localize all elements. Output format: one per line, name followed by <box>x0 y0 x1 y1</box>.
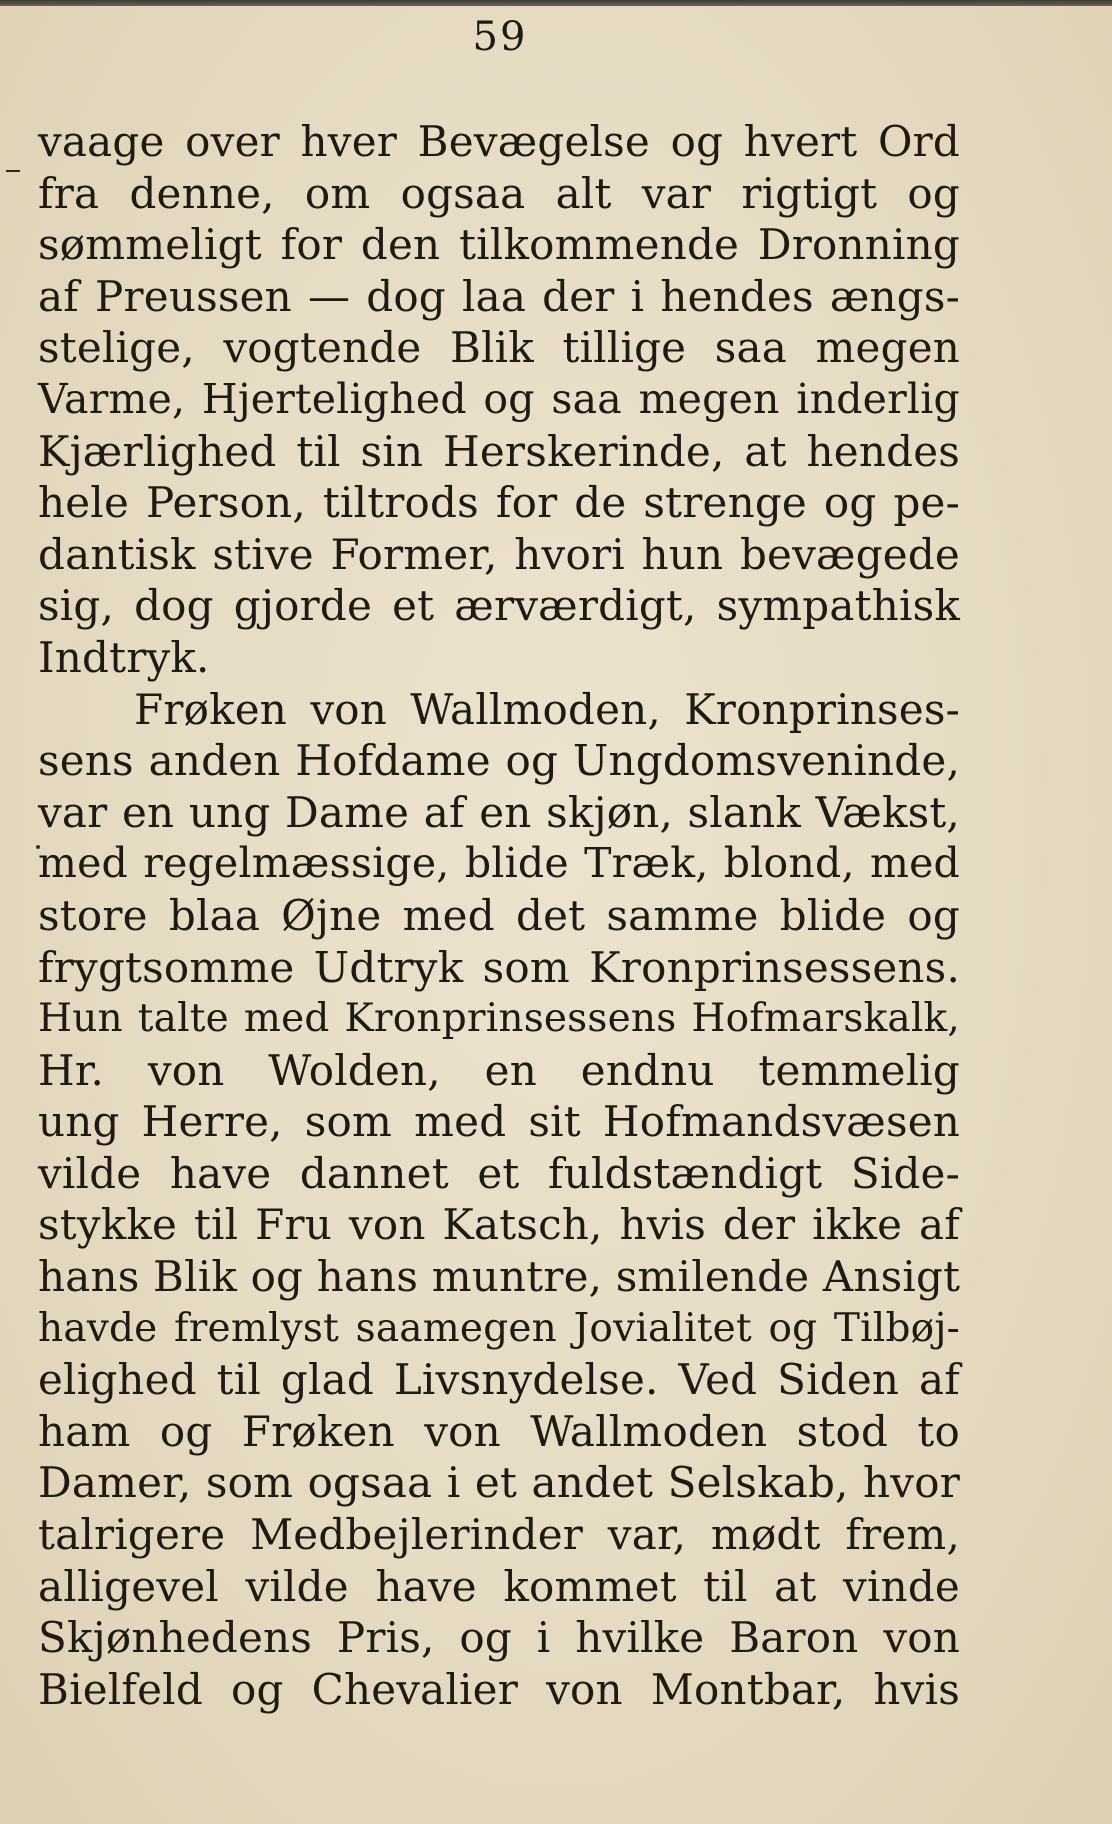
text-line: sømmeligt for den tilkommende Dronning <box>38 220 960 270</box>
text-line: alligevel vilde have kommet til at vinde <box>38 1561 960 1611</box>
text-line: elighed til glad Livsnydelse. Ved Siden af <box>38 1355 960 1405</box>
text-line: ham og Frøken von Wallmoden stod to <box>38 1406 960 1456</box>
body-text <box>38 116 960 1715</box>
text-line: af Preussen — dog laa der i hendes ængs- <box>38 271 960 321</box>
page-top-edge <box>0 0 1112 6</box>
text-line: fra denne, om ogsaa alt var rigtigt og <box>38 168 960 218</box>
text-line: stelige, vogtende Blik tillige saa megen <box>38 323 960 373</box>
text-line: Hr. von Wolden, en endnu temmelig <box>38 1045 960 1095</box>
text-line: vilde have dannet et fuldstændigt Side- <box>38 1148 960 1198</box>
text-line: Frøken von Wallmoden, Kronprinses- <box>134 684 960 734</box>
text-line: var en ung Dame af en skjøn, slank Vækst, <box>38 787 960 837</box>
text-line: frygtsomme Udtryk som Kronprinsessens. <box>38 942 960 992</box>
text-line: store blaa Øjne med det samme blide og <box>38 890 960 940</box>
text-line: hele Person, tiltrods for de strenge og pe- <box>38 478 960 528</box>
text-line: sig, dog gjorde et ærværdigt, sympathisk <box>38 581 960 631</box>
text-line: med regelmæssige, blide Træk, blond, med <box>38 839 960 888</box>
text-line: ung Herre, som med sit Hofmandsvæsen <box>38 1097 960 1147</box>
text-line: stykke til Fru von Katsch, hvis der ikke af <box>38 1200 960 1250</box>
text-line: vaage over hver Bevægelse og hvert Ord <box>38 117 960 166</box>
text-line: dantisk stive Former, hvori hun bevægede <box>38 529 960 579</box>
text-line: havde fremlyst saamegen Jovialitet og Tilbøj- <box>38 1305 960 1351</box>
text-line: hans Blik og hans muntre, smilende Ansigt <box>38 1252 961 1302</box>
margin-mark <box>6 170 20 172</box>
text-line: Bielfeld og Chevalier von Montbar, hvis <box>38 1664 960 1714</box>
text-line: talrigere Medbejlerinder var, mødt frem, <box>38 1510 960 1560</box>
text-line: Hun talte med Kronprinsessens Hofmarskalk, <box>38 996 960 1042</box>
text-line: Skjønhedens Pris, og i hvilke Baron von <box>38 1613 960 1663</box>
text-line: sens anden Hofdame og Ungdomsveninde, <box>38 736 960 786</box>
text-line: Kjærlighed til sin Herskerinde, at hendes <box>38 426 960 476</box>
text-line: Varme, Hjertelighed og saa megen inderlig <box>38 374 960 423</box>
page-number: 59 <box>472 14 528 60</box>
text-line: Damer, som ogsaa i et andet Selskab, hvor <box>38 1458 960 1508</box>
text-line: Indtryk. <box>38 632 210 682</box>
